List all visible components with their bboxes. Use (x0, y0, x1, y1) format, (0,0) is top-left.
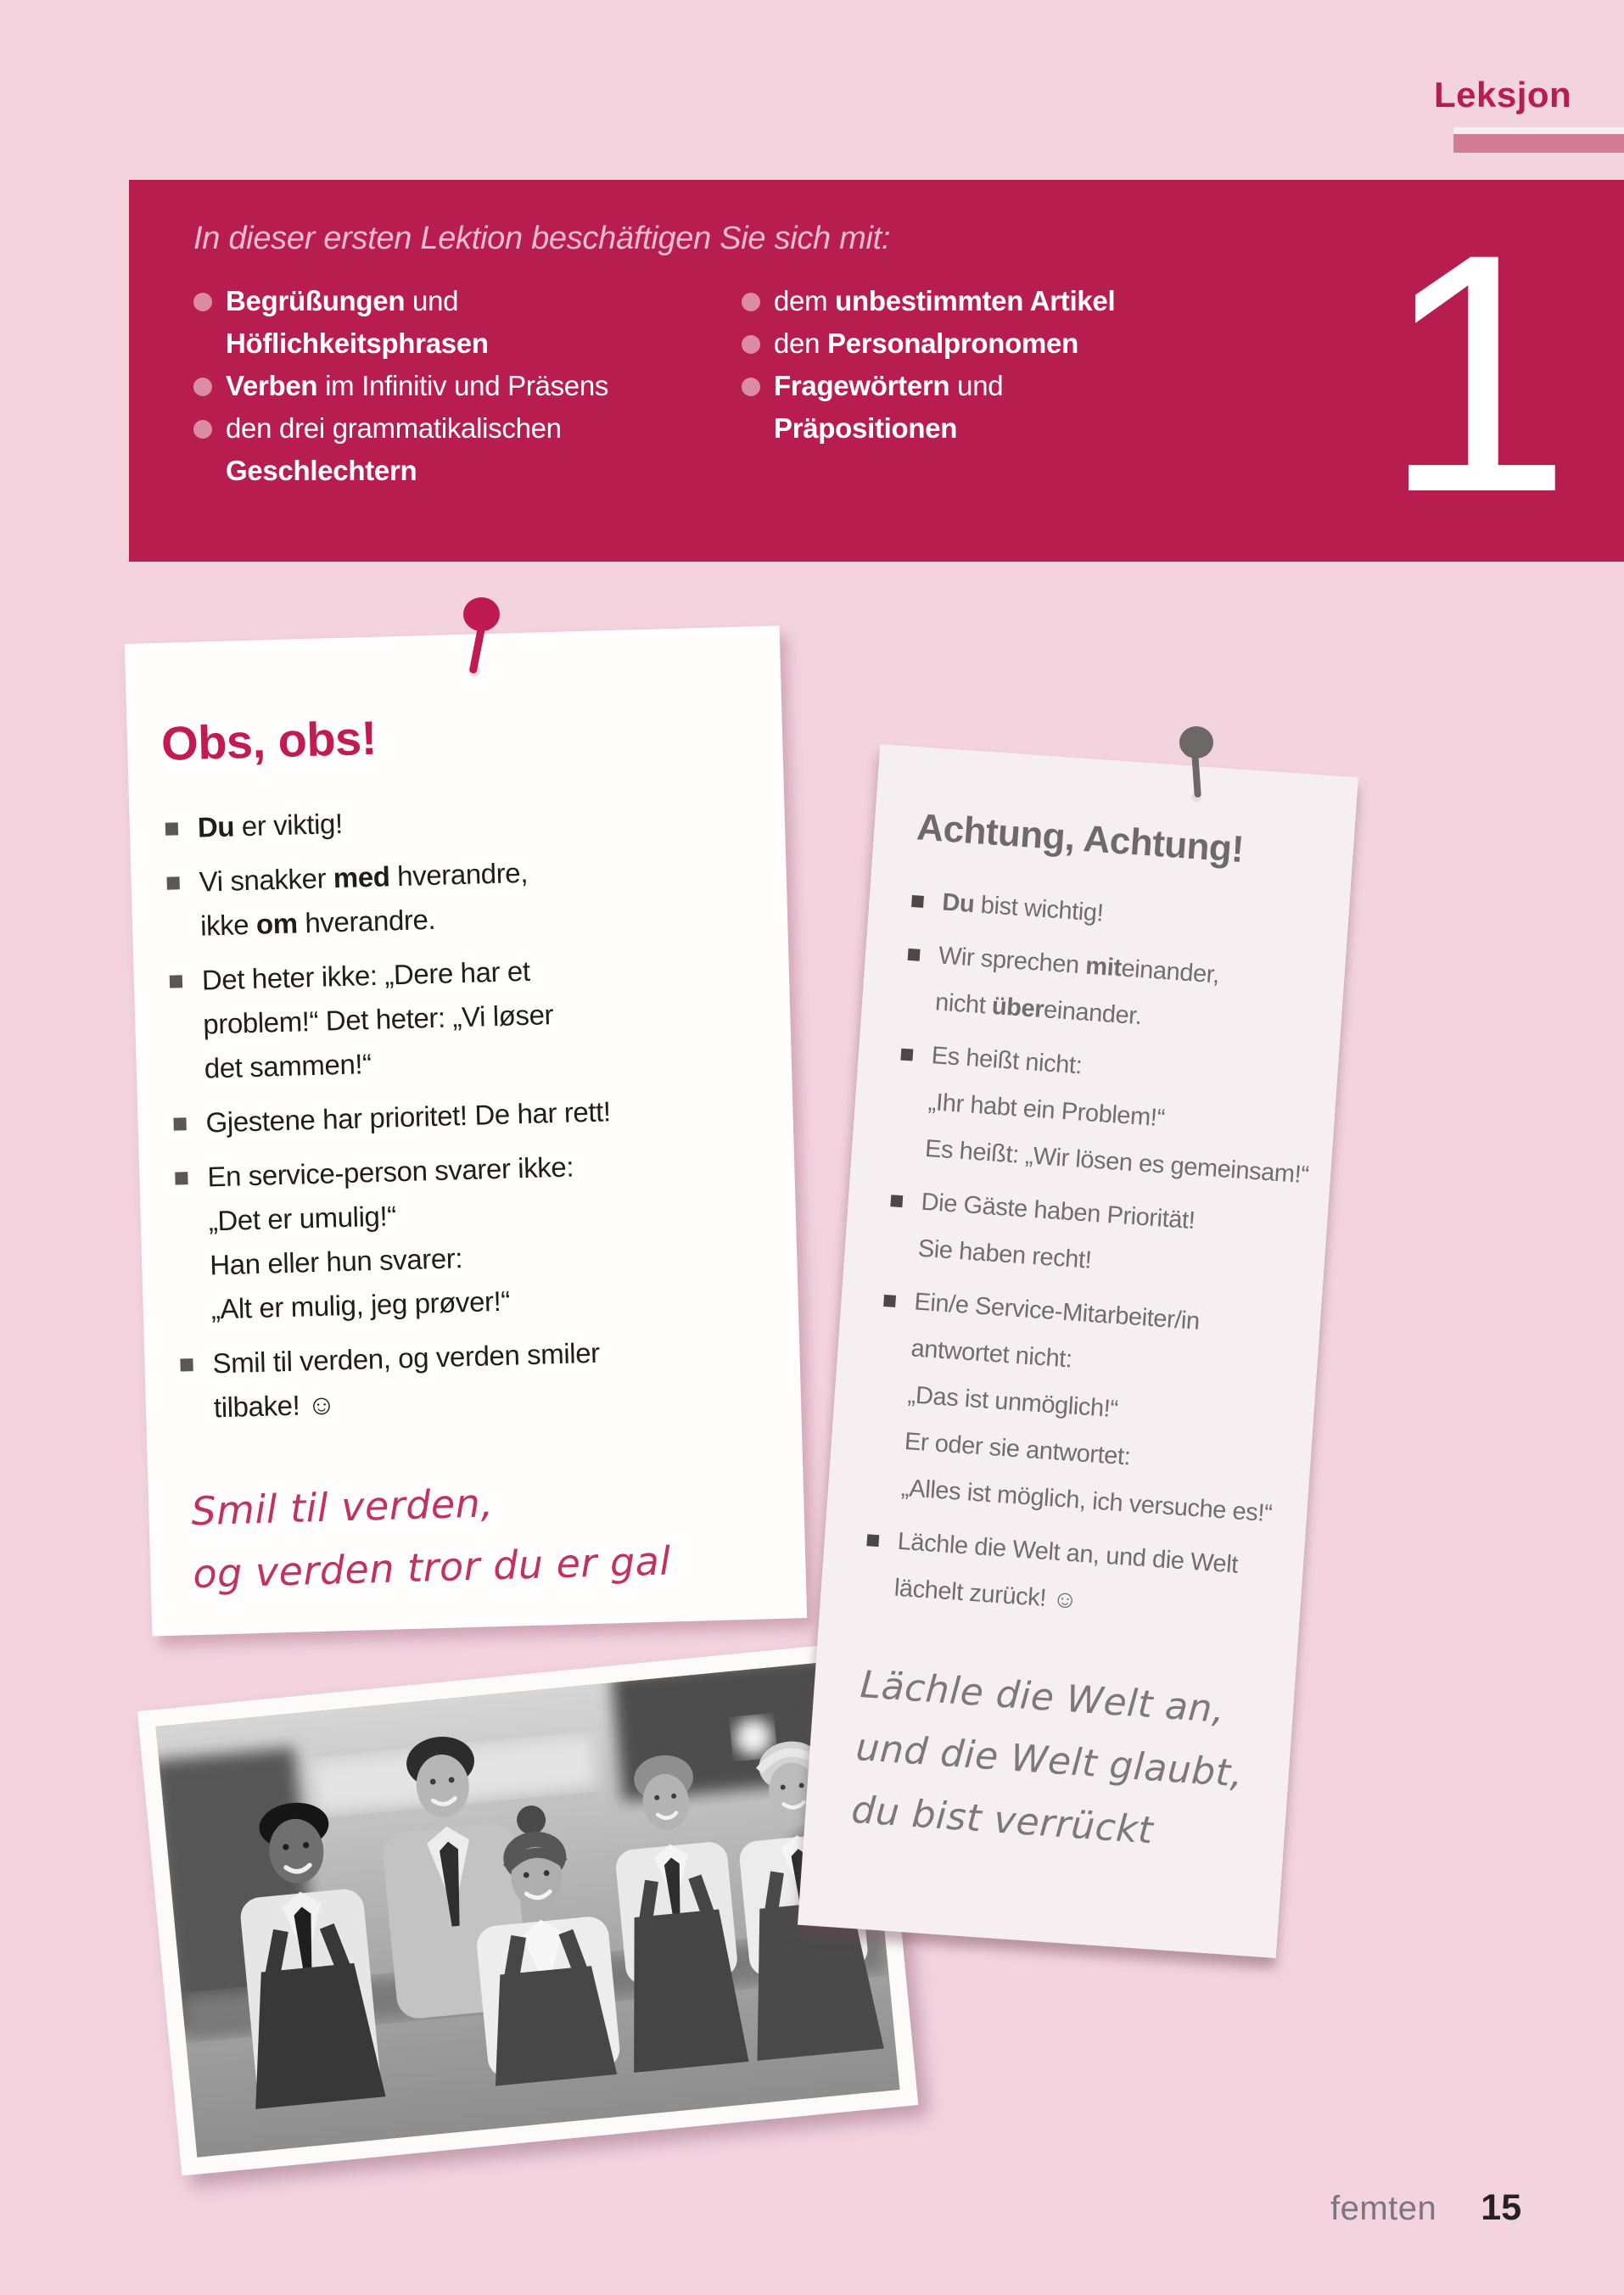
obs-card-list (163, 790, 769, 1430)
pushpin-icon (463, 597, 502, 679)
note-card-obs (125, 625, 807, 1636)
note-card-achtung (798, 744, 1358, 1958)
footer-page-word: femten (1330, 2190, 1437, 2227)
topic-line: Präpositionen (774, 412, 958, 444)
achtung-handwriting (849, 1654, 1276, 1871)
handwriting-line: og verden tror du er gal (192, 1537, 672, 1598)
obs-list-line: Vi snakker med hverandre, (165, 844, 754, 904)
lesson-label: Leksjon (1434, 75, 1572, 115)
bullet-marker-icon (742, 378, 760, 396)
achtung-list-line: Wir sprechen miteinander, (906, 931, 1327, 1006)
obs-list-line: Du er viktig! (163, 790, 753, 850)
lesson-intro: In dieser ersten Lektion beschäftigen Sie sich mit: (193, 221, 891, 256)
bullet-marker-icon (180, 1358, 193, 1371)
obs-list-line: problem!“ Det heter: „Vi løser (202, 999, 554, 1040)
bullet-marker-icon (165, 822, 178, 835)
lesson-topics-right (742, 280, 1268, 450)
obs-list-line: „Alt er mulig, jeg prøver!“ (210, 1285, 511, 1325)
obs-list-line: Gjestene har prioritet! De har rett! (171, 1085, 761, 1145)
achtung-list-line: „Alles ist möglich, ich versuche es!“ (900, 1474, 1274, 1528)
bullet-marker-icon (170, 975, 182, 988)
bullet-marker-icon (866, 1534, 879, 1547)
bullet-marker-icon (173, 1117, 186, 1130)
bullet-marker-icon (911, 895, 924, 908)
topic-line: Fragewörtern und (742, 365, 1268, 407)
obs-list-line: det sammen!“ (204, 1048, 372, 1084)
bullet-marker-icon (883, 1295, 896, 1307)
obs-list-line: „Det er umulig!“ (208, 1200, 397, 1237)
bullet-marker-icon (193, 293, 212, 311)
bullet-marker-icon (890, 1195, 903, 1207)
achtung-list-line: Lächle die Welt an, und die Welt (865, 1516, 1286, 1592)
pushpin-stem (469, 624, 486, 675)
bullet-marker-icon (175, 1172, 188, 1184)
achtung-card-list (862, 877, 1330, 1638)
achtung-list-line: Sie haben recht! (916, 1234, 1093, 1274)
staff-photo-illustration (155, 1659, 899, 2157)
bullet-marker-icon (742, 293, 760, 311)
achtung-list-line: Ein/e Service-Mitarbeiter/in (882, 1277, 1303, 1352)
pushpin-icon (1179, 726, 1217, 804)
topic-line: den Personalpronomen (742, 322, 1268, 365)
obs-list-line: Smil til verden, og verden smiler (178, 1326, 768, 1386)
achtung-list-line: Es heißt nicht: (899, 1031, 1320, 1106)
obs-list-line: Det heter ikke: „Dere har et (167, 943, 757, 1003)
achtung-card-title: Achtung, Achtung! (915, 806, 1246, 871)
footer-page-number: 15 (1481, 2187, 1522, 2228)
obs-list-line: En service-person svarer ikke: (173, 1139, 763, 1200)
pushpin-head (463, 597, 500, 631)
achtung-list-line: nicht übereinander. (934, 988, 1143, 1031)
achtung-list-line: „Ihr habt ein Problem!“ (927, 1089, 1166, 1133)
lesson-header-box (129, 180, 1624, 562)
lesson-number: 1 (1382, 183, 1572, 563)
handwriting-line: Lächle die Welt an, (859, 1663, 1227, 1732)
obs-card-title: Obs, obs! (160, 710, 378, 770)
handwriting-line: Smil til verden, (190, 1480, 495, 1535)
pushpin-head (1179, 726, 1213, 758)
achtung-list-line: Die Gäste haben Priorität! (889, 1177, 1310, 1252)
lesson-accent-bar (1453, 134, 1624, 153)
achtung-list-line: Er oder sie antwortet: (903, 1428, 1132, 1471)
bullet-marker-icon (193, 378, 212, 396)
obs-list-line: ikke om hverandre. (199, 903, 436, 942)
topic-line: Geschlechtern (226, 455, 417, 486)
achtung-list-line: Es heißt: „Wir lösen es gemeinsam!“ (924, 1134, 1310, 1189)
achtung-list-line: antwortet nicht: (910, 1335, 1073, 1374)
topic-line: den drei grammatikalischen (193, 407, 728, 450)
bullet-marker-icon (900, 1049, 913, 1061)
bullet-marker-icon (908, 949, 921, 961)
handwriting-line: und die Welt glaubt, (854, 1725, 1245, 1796)
bullet-marker-icon (167, 876, 180, 889)
topic-line: Verben im Infinitiv und Präsens (193, 365, 728, 407)
achtung-list-line: „Das ist unmöglich!“ (906, 1381, 1119, 1424)
obs-list-line: Han eller hun svarer: (209, 1242, 463, 1281)
topic-line: Höflichkeitsphrasen (226, 327, 489, 359)
lesson-topics-left (193, 280, 728, 492)
obs-handwriting (190, 1464, 774, 1605)
achtung-list-line: lächelt zurück! ☺ (893, 1574, 1078, 1615)
lesson-label-strip (1453, 127, 1624, 134)
bullet-marker-icon (742, 335, 760, 354)
achtung-list-line: Du bist wichtig! (910, 877, 1331, 953)
bullet-marker-icon (193, 420, 212, 439)
handwriting-line: du bist verrückt (849, 1788, 1155, 1853)
page-footer (1330, 2187, 1521, 2229)
topic-line: Begrüßungen und (193, 280, 728, 322)
obs-list-line: tilbake! ☺ (213, 1388, 336, 1424)
topic-line: dem unbestimmten Artikel (742, 280, 1268, 322)
